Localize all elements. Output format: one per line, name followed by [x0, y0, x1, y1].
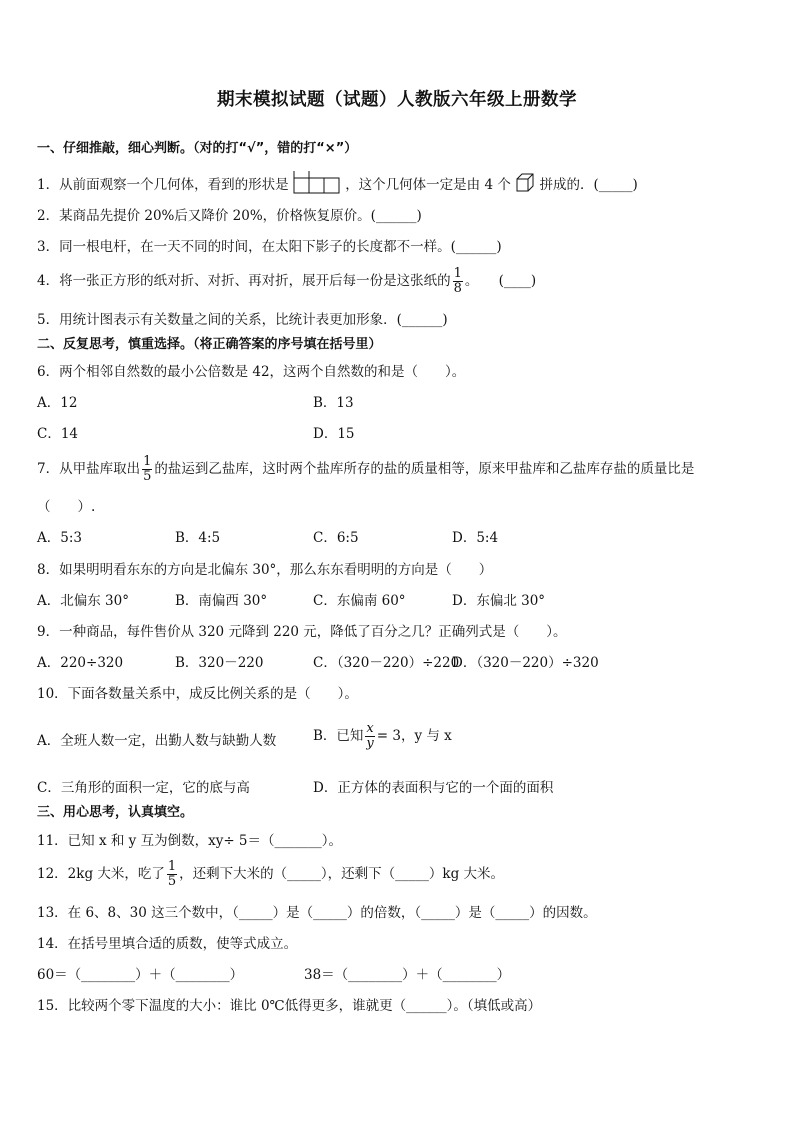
q8-option-a: A．北偏东 30°: [37, 593, 129, 609]
question-10: 10．下面各数量关系中，成反比例关系的是（ ）。: [37, 686, 358, 702]
q10-option-d: D．正方体的表面积与它的一个面的面积: [313, 780, 554, 796]
q7-option-b: B．4:5: [175, 530, 221, 546]
q8-option-d: D．东偏北 30°: [452, 593, 546, 609]
question-11: 11．已知 x 和 y 互为倒数，xy÷ 5＝（_______）。: [37, 833, 343, 849]
question-5: 5．用统计图表示有关数量之间的关系，比统计表更加形象．(______): [37, 312, 448, 328]
question-4-end: 。 (____): [464, 273, 537, 289]
three-squares-front-view-icon: [293, 171, 341, 200]
question-13: 13．在 6、8、30 这三个数中，（_____）是（_____）的倍数，（_____）是（_____）的因数。: [37, 905, 597, 921]
question-9: 9．一种商品，每件售价从 320 元降到 220 元，降低了百分之几？正确列式是（ ）。: [37, 624, 567, 640]
q8-option-b: B．南偏西 30°: [175, 593, 268, 609]
q7-option-c: C．6:5: [313, 530, 359, 546]
question-8: 8．如果明明看东东的方向是北偏东 30°，那么东东看明明的方向是（ ）: [37, 562, 493, 578]
q10-option-b: B．已知 $\frac{x}{y}$ = 3，y 与 x: [313, 721, 452, 751]
question-7-blank: （ ）.: [37, 499, 96, 515]
question-2: 2．某商品先提价 20%后又降价 20%，价格恢复原价。(______): [37, 208, 422, 224]
question-1: [37, 171, 638, 200]
question-1-stem: 1．从前面观察一个几何体，看到的形状是: [37, 177, 289, 193]
section-2-heading: 二、反复思考，慎重选择。（将正确答案的序号填在括号里）: [37, 337, 382, 352]
fraction-x-over-y: $\frac{x}{y}$: [366, 721, 374, 751]
q9-option-d: D．（320－220）÷320: [452, 655, 599, 671]
question-7-rest: 的盐运到乙盐库，这时两个盐库所存的盐的质量相等，原来甲盐库和乙盐库存盐的质量比是: [154, 461, 695, 477]
question-7: [37, 455, 694, 484]
page-title: 期末模拟试题（试题）人教版六年级上册数学: [217, 90, 577, 110]
question-14-equation-a: 60＝（________）＋（________）: [37, 967, 244, 983]
question-1-end: 拼成的．(_____): [539, 177, 638, 193]
q10-option-c: C．三角形的面积一定，它的底与高: [37, 780, 250, 796]
q6-option-c: C．14: [37, 426, 79, 442]
question-3: 3．同一根电杆，在一天不同的时间，在太阳下影子的长度都不一样。(______): [37, 239, 502, 255]
q6-option-d: D．15: [313, 426, 355, 442]
question-1-mid: ，这个几何体一定是由 4 个: [345, 177, 511, 193]
q9-option-b: B．320－220: [175, 655, 264, 671]
question-14: 14．在括号里填合适的质数，使等式成立。: [37, 936, 298, 952]
cube-icon: [515, 173, 535, 198]
q8-option-c: C．东偏南 60°: [313, 593, 406, 609]
q10-option-a: A．全班人数一定，出勤人数与缺勤人数: [37, 733, 277, 749]
question-14-equation-b: 38＝（________）＋（________）: [304, 967, 511, 983]
question-4-stem: 4．将一张正方形的纸对折、对折、再对折，展开后每一份是这张纸的: [37, 273, 451, 289]
section-1-heading: 一、仔细推敲，细心判断。（对的打“√”，错的打“×”）: [37, 141, 358, 156]
q9-option-a: A．220÷320: [37, 655, 124, 671]
fraction-one-fifth: $\frac{1}{5}$: [167, 859, 177, 889]
q7-option-d: D．5:4: [452, 530, 499, 546]
q9-option-c: C．（320－220）÷220: [313, 655, 460, 671]
question-15: 15．比较两个零下温度的大小：谁比 0℃低得更多，谁就更（______）。（填低或高）: [37, 998, 542, 1014]
fraction-one-eighth: $\frac{1}{8}$: [453, 266, 462, 296]
question-7-stem: 7．从甲盐库取出: [37, 461, 141, 477]
q6-option-b: B．13: [313, 395, 354, 411]
fraction-one-fifth: $\frac{1}{5}$: [143, 454, 152, 484]
section-3-heading: 三、用心思考，认真填空。: [37, 805, 194, 820]
question-4: [37, 267, 536, 296]
question-6: 6．两个相邻自然数的最小公倍数是 42，这两个自然数的和是（ ）。: [37, 364, 466, 380]
question-12: 12．2kg 大米，吃了 $\frac{1}{5}$ ，还剩下大米的（_____），还剩下（_____）kg 大米。: [37, 859, 505, 889]
q6-option-a: A．12: [37, 395, 78, 411]
q7-option-a: A．5:3: [37, 530, 82, 546]
